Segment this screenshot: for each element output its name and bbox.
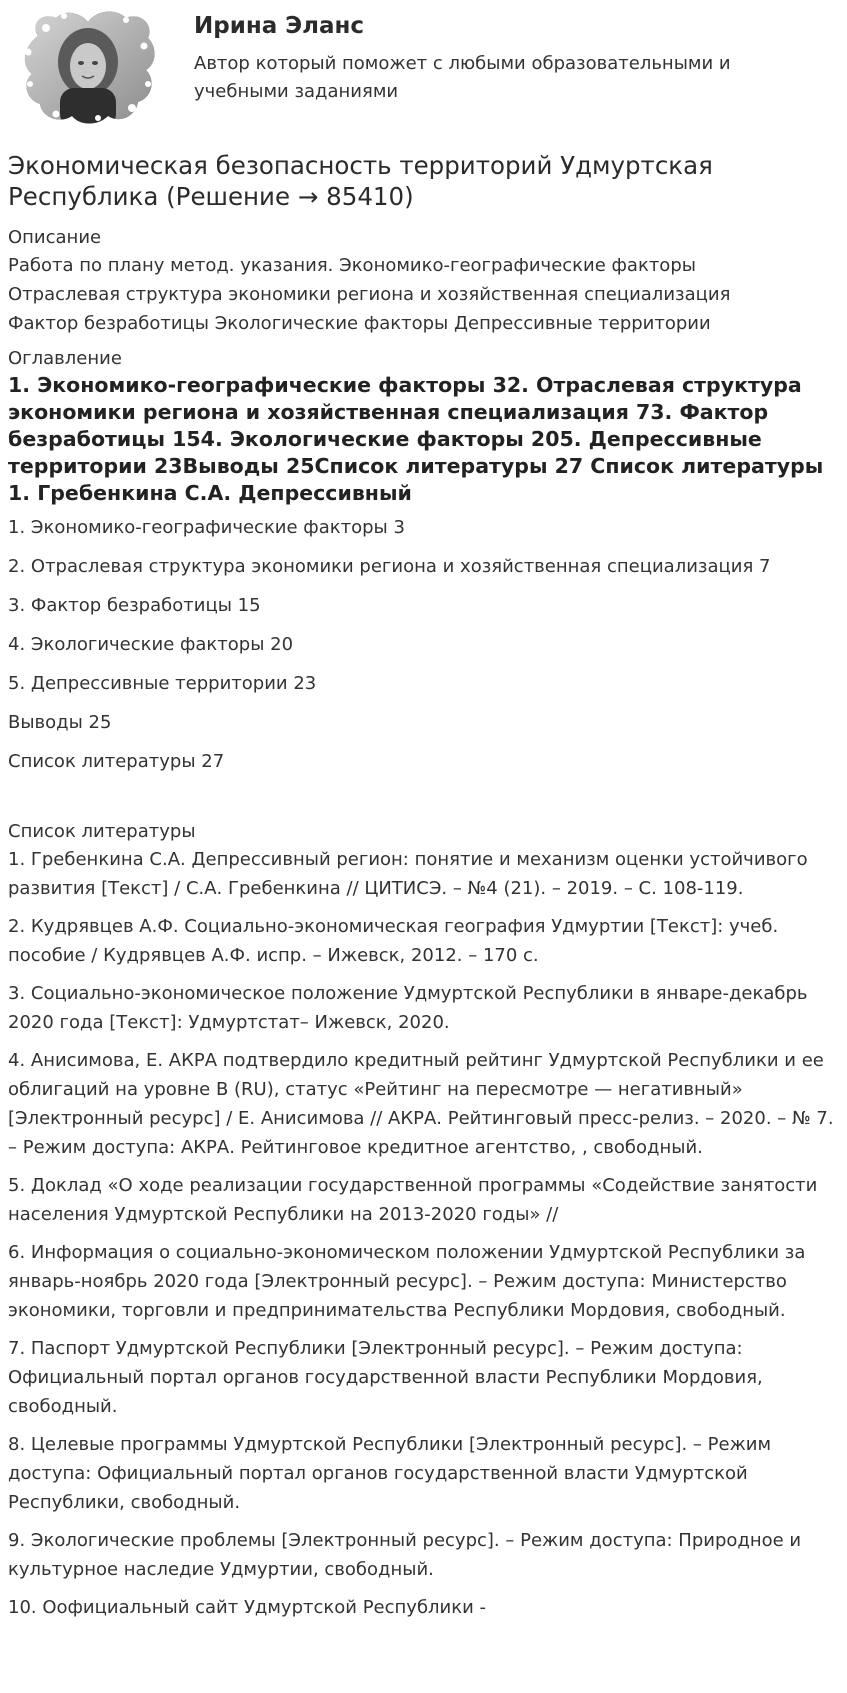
author-description: Автор который поможет с любыми образовательными и учебными заданиями <box>194 53 731 102</box>
reference-item: 9. Экологические проблемы [Электронный ресурс]. – Режим доступа: Природное и культурное наследие Удмуртии, свободный. <box>8 1530 802 1580</box>
description-line: Работа по плану метод. указания. Экономико-географические факторы <box>8 255 696 276</box>
toc-section <box>8 346 839 775</box>
reference-item: 3. Социально-экономическое положение Удмуртской Республики в январе-декабрь 2020 года [Текст]: Удмуртстат– Ижевск, 2020. <box>8 983 808 1033</box>
description-line: Отраслевая структура экономики региона и хозяйственная специализация <box>8 284 731 305</box>
description-line: Фактор безработицы Экологические факторы Депрессивные территории <box>8 313 711 334</box>
toc-item: 5. Депрессивные территории 23 <box>8 673 317 694</box>
toc-item: 4. Экологические факторы 20 <box>8 634 294 655</box>
reference-item: 6. Информация о социально-экономическом положении Удмуртской Республики за январь-ноябрь 2020 года [Электронный ресурс]. – Режим доступа: Министерство экономики, торговли и предпринимательства Республики Мордовия, свободный. <box>8 1242 806 1321</box>
reference-item: 7. Паспорт Удмуртской Республики [Электронный ресурс]. – Режим доступа: Официальный портал органов государственной власти Республики Мордовия, свободный. <box>8 1338 763 1417</box>
toc-list <box>8 515 839 775</box>
toc-label: Оглавление <box>8 348 122 369</box>
reference-item: 5. Доклад «О ходе реализации государственной программы «Содействие занятости населения Удмуртской Республики на 2013-2020 годы» // <box>8 1175 818 1225</box>
toc-item: 2. Отраслевая структура экономики региона и хозяйственная специализация 7 <box>8 556 771 577</box>
author-card <box>8 0 839 128</box>
toc-summary: 1. Экономико-географические факторы 32. Отраслевая структура экономики региона и хозяйственная специализация 73. Фактор безработицы 154. Экологические факторы 205. Депрессивные территории 23Выводы 25Список литературы 27 Список литературы 1. Гребенкина С.А. Депрессивный <box>8 373 824 505</box>
reference-item: 2. Кудрявцев А.Ф. Социально-экономическая география Удмуртии [Текст]: учеб. пособие / Кудрявцев А.Ф. испр. – Ижевск, 2012. – 170 с. <box>8 916 779 966</box>
description-label: Описание <box>8 227 102 248</box>
description-section <box>8 225 839 338</box>
reference-item: 4. Анисимова, Е. АКРА подтвердило кредитный рейтинг Удмуртской Республики и ее облигаций на уровне B (RU), статус «Рейтинг на пересмотре — негативный» [Электронный ресурс] / Е. Анисимова // АКРА. Рейтинговый пресс-релиз. – 2020. – № 7. – Режим доступа: АКРА. Рейтинговое кредитное агентство, , свободный. <box>8 1050 834 1158</box>
author-name[interactable]: Ирина Эланс <box>194 13 365 39</box>
reference-item: 10. Оофициальный сайт Удмуртской Республики - <box>8 1597 487 1618</box>
reference-item: 8. Целевые программы Удмуртской Республики [Электронный ресурс]. – Режим доступа: Официальный портал органов государственной власти Удмуртской Республики, свободный. <box>8 1434 772 1513</box>
toc-item: Выводы 25 <box>8 712 112 733</box>
toc-item: 1. Экономико-географические факторы 3 <box>8 517 405 538</box>
toc-item: Список литературы 27 <box>8 751 225 772</box>
reference-item: 1. Гребенкина С.А. Депрессивный регион: понятие и механизм оценки устойчивого развития [Текст] / С.А. Гребенкина // ЦИТИСЭ. – №4 (21). – 2019. – С. 108-119. <box>8 849 808 899</box>
author-avatar-icon[interactable] <box>16 6 160 126</box>
page-title: Экономическая безопасность территорий Удмуртская Республика (Решение → 85410) <box>8 151 713 211</box>
toc-item: 3. Фактор безработицы 15 <box>8 595 261 616</box>
references-section <box>8 819 839 1622</box>
references-label: Список литературы <box>8 821 196 842</box>
author-info <box>194 10 794 106</box>
